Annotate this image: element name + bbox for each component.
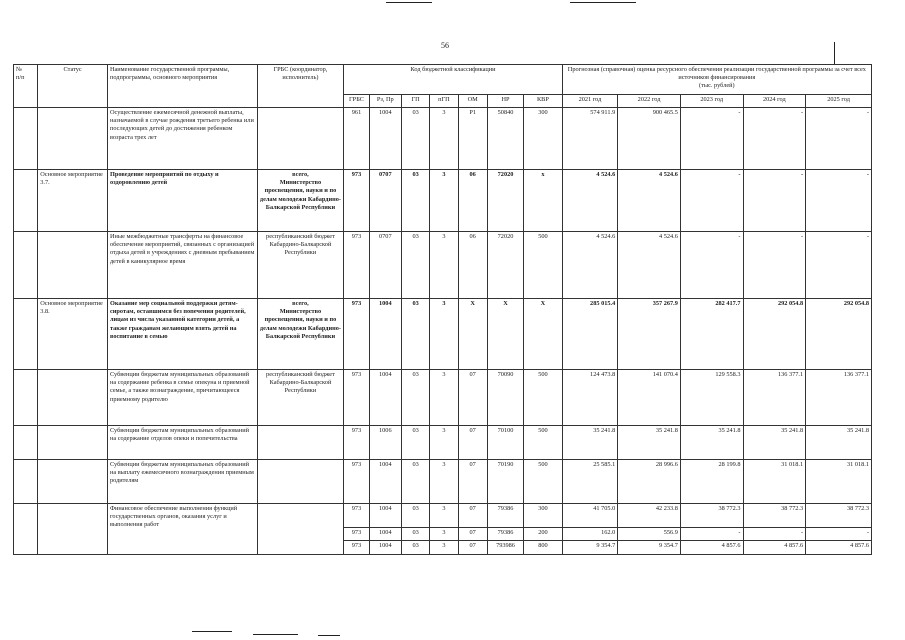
header-year-col: 2022 год [618, 95, 681, 108]
scan-mark [318, 635, 340, 636]
code-cell: 07 [458, 370, 487, 426]
amount-cell: 35 241.8 [743, 426, 806, 460]
code-cell: X [487, 299, 523, 370]
row-num [14, 504, 38, 555]
row-grbs: всего, Министерство просвещения, науки и по делам молодежи Кабардино-Балкарской Республики [257, 299, 344, 370]
amount-cell: 38 772.3 [806, 504, 872, 528]
code-cell: 03 [401, 299, 429, 370]
amount-cell: - [680, 108, 743, 170]
row-grbs [257, 504, 344, 555]
code-cell: 3 [430, 426, 458, 460]
amount-cell: 556.9 [618, 528, 681, 541]
code-cell: 500 [524, 426, 562, 460]
code-cell: 79386 [487, 504, 523, 528]
row-name: Субвенции бюджетам муниципальных образований на содержание ребенка в семье опекуна и приемной семье, а также вознаграждение, причитающееся приемному родителю [107, 370, 257, 426]
row-status [38, 108, 108, 170]
code-cell: х [524, 170, 562, 232]
code-cell: 03 [401, 541, 429, 555]
amount-cell: - [806, 232, 872, 299]
row-name: Субвенции бюджетам муниципальных образований на содержание отделов опеки и попечительства [107, 426, 257, 460]
code-cell: 06 [458, 232, 487, 299]
amount-cell: 38 772.3 [743, 504, 806, 528]
code-cell: X [524, 299, 562, 370]
amount-cell: - [806, 528, 872, 541]
code-cell: 300 [524, 108, 562, 170]
header-year-col: 2024 год [743, 95, 806, 108]
amount-cell: 292 054.8 [743, 299, 806, 370]
row-status: Основное мероприятие 3.7. [38, 170, 108, 232]
code-cell: 07 [458, 460, 487, 504]
amount-cell: 292 054.8 [806, 299, 872, 370]
code-cell: 03 [401, 232, 429, 299]
scan-mark [570, 2, 636, 3]
amount-cell: - [806, 108, 872, 170]
code-cell: 50840 [487, 108, 523, 170]
code-cell: 500 [524, 370, 562, 426]
amount-cell: 35 241.8 [806, 426, 872, 460]
row-status [38, 232, 108, 299]
row-name: Оказание мер социальной поддержки детям- сиротам, оставшимся без попечения родителей, лицам из числа указанной категории детей, а также гражданам желающим взять детей на воспитание в семью [107, 299, 257, 370]
code-cell: 1004 [369, 299, 401, 370]
row-num [14, 170, 38, 232]
row-num [14, 370, 38, 426]
code-cell: 1006 [369, 426, 401, 460]
header-code-col: ОМ [458, 95, 487, 108]
code-cell: 973 [344, 170, 369, 232]
amount-cell: 124 473.8 [562, 370, 618, 426]
amount-cell: - [680, 232, 743, 299]
code-cell: 70190 [487, 460, 523, 504]
row-grbs [257, 108, 344, 170]
amount-cell: 357 267.9 [618, 299, 681, 370]
row-status [38, 504, 108, 555]
table-row [14, 108, 872, 170]
amount-cell: 42 233.8 [618, 504, 681, 528]
code-cell: 3 [430, 370, 458, 426]
row-grbs: республиканский бюджет Кабардино-Балкарской Республики [257, 232, 344, 299]
code-cell: 1004 [369, 460, 401, 504]
amount-cell: 136 377.1 [806, 370, 872, 426]
amount-cell: 4 524.6 [618, 170, 681, 232]
row-num [14, 232, 38, 299]
code-cell: 1004 [369, 541, 401, 555]
row-status [38, 426, 108, 460]
amount-cell: 41 705.0 [562, 504, 618, 528]
amount-cell: 282 417.7 [680, 299, 743, 370]
row-num [14, 460, 38, 504]
code-cell: 300 [524, 504, 562, 528]
amount-cell: 9 354.7 [562, 541, 618, 555]
header-num: № п/п [14, 65, 38, 108]
amount-cell: 35 241.8 [562, 426, 618, 460]
amount-cell: 25 585.1 [562, 460, 618, 504]
code-cell: 3 [430, 460, 458, 504]
row-grbs [257, 426, 344, 460]
code-cell: 1004 [369, 108, 401, 170]
code-cell: 1004 [369, 528, 401, 541]
scan-mark [192, 631, 232, 632]
scan-mark [834, 42, 835, 64]
budget-table [13, 64, 872, 555]
header-grbs: ГРБС (координатор, исполнитель) [257, 65, 344, 108]
code-cell: 3 [430, 170, 458, 232]
code-cell: 07 [458, 504, 487, 528]
header-code-col: НР [487, 95, 523, 108]
row-status: Основное мероприятие 3.8. [38, 299, 108, 370]
amount-cell: 4 524.6 [562, 232, 618, 299]
row-num [14, 299, 38, 370]
header-year-col: 2025 год [806, 95, 872, 108]
amount-cell: - [743, 170, 806, 232]
amount-cell: - [743, 108, 806, 170]
code-cell: 1004 [369, 370, 401, 426]
row-grbs [257, 460, 344, 504]
code-cell: 72020 [487, 170, 523, 232]
amount-cell: 141 070.4 [618, 370, 681, 426]
row-status [38, 370, 108, 426]
row-name: Субвенции бюджетам муниципальных образований на выплату ежемесячного вознаграждения приемным родителям [107, 460, 257, 504]
row-status [38, 460, 108, 504]
amount-cell: 4 857.6 [680, 541, 743, 555]
code-cell: 973 [344, 370, 369, 426]
amount-cell: 574 911.9 [562, 108, 618, 170]
amount-cell: 38 772.3 [680, 504, 743, 528]
amount-cell: 162.0 [562, 528, 618, 541]
code-cell: 973 [344, 299, 369, 370]
amount-cell: - [743, 232, 806, 299]
header-year-col: 2021 год [562, 95, 618, 108]
amount-cell: 28 996.6 [618, 460, 681, 504]
amount-cell: 31 018.1 [806, 460, 872, 504]
code-cell: 0707 [369, 170, 401, 232]
header-code-group: Код бюджетной классификации [344, 65, 562, 95]
header-name: Наименование государственной программы, подпрограммы, основного мероприятия [107, 65, 257, 108]
header-code-col: Рз, Пр [369, 95, 401, 108]
row-name: Финансовое обеспечение выполнения функций государственных органов, оказания услуг и выполнения работ [107, 504, 257, 555]
code-cell: 07 [458, 528, 487, 541]
code-cell: 973 [344, 528, 369, 541]
code-cell: 07 [458, 426, 487, 460]
code-cell: 07 [458, 541, 487, 555]
header-year-col: 2023 год [680, 95, 743, 108]
code-cell: 1004 [369, 504, 401, 528]
header-code-col: пГП [430, 95, 458, 108]
amount-cell: 4 857.6 [743, 541, 806, 555]
row-num [14, 108, 38, 170]
code-cell: 961 [344, 108, 369, 170]
scan-mark [386, 2, 432, 3]
code-cell: 3 [430, 504, 458, 528]
code-cell: 79386 [487, 528, 523, 541]
code-cell: 03 [401, 504, 429, 528]
row-name: Иные межбюджетные трансферты на финансовое обеспечение мероприятий, связанных с организацией отдыха детей в учреждениях с дневным пребыванием детей в каникулярное время [107, 232, 257, 299]
amount-cell: - [806, 170, 872, 232]
amount-cell: 4 857.6 [806, 541, 872, 555]
code-cell: 793986 [487, 541, 523, 555]
amount-cell: - [743, 528, 806, 541]
code-cell: 3 [430, 528, 458, 541]
code-cell: 03 [401, 108, 429, 170]
code-cell: 500 [524, 460, 562, 504]
table-row [14, 232, 872, 299]
code-cell: 973 [344, 232, 369, 299]
amount-cell: - [680, 170, 743, 232]
amount-cell: 35 241.8 [680, 426, 743, 460]
code-cell: 03 [401, 170, 429, 232]
amount-cell: - [680, 528, 743, 541]
header-code-col: КВР [524, 95, 562, 108]
code-cell: 800 [524, 541, 562, 555]
table-row [14, 170, 872, 232]
code-cell: 03 [401, 370, 429, 426]
amount-cell: 900 465.5 [618, 108, 681, 170]
amount-cell: 35 241.8 [618, 426, 681, 460]
code-cell: 3 [430, 299, 458, 370]
row-grbs: всего, Министерство просвещения, науки и по делам молодежи Кабардино-Балкарской Республики [257, 170, 344, 232]
amount-cell: 285 015.4 [562, 299, 618, 370]
table-row [14, 299, 872, 370]
row-grbs: республиканский бюджет Кабардино-Балкарской Республики [257, 370, 344, 426]
code-cell: X [458, 299, 487, 370]
row-num [14, 426, 38, 460]
row-name: Осуществление ежемесячной денежной выплаты, назначаемой в случае рождения третьего ребенка или последующих детей до достижения ребенком возраста трех лет [107, 108, 257, 170]
table-row [14, 504, 872, 528]
header-status: Статус [38, 65, 108, 108]
code-cell: 0707 [369, 232, 401, 299]
amount-cell: 4 524.6 [562, 170, 618, 232]
code-cell: 3 [430, 108, 458, 170]
code-cell: 3 [430, 232, 458, 299]
code-cell: 973 [344, 460, 369, 504]
code-cell: Р1 [458, 108, 487, 170]
header-forecast-group: Прогнозная (справочная) оценка ресурсного обеспечения реализации государственной программы за счет всех источников финансирования (тыс. рублей) [562, 65, 871, 95]
amount-cell: 31 018.1 [743, 460, 806, 504]
code-cell: 03 [401, 460, 429, 504]
row-name: Проведение мероприятий по отдыху и оздоровлению детей [107, 170, 257, 232]
amount-cell: 28 199.8 [680, 460, 743, 504]
table-row [14, 370, 872, 426]
scan-mark [253, 634, 298, 635]
code-cell: 70090 [487, 370, 523, 426]
amount-cell: 4 524.6 [618, 232, 681, 299]
code-cell: 973 [344, 426, 369, 460]
code-cell: 03 [401, 528, 429, 541]
page-number: 56 [441, 41, 449, 50]
code-cell: 06 [458, 170, 487, 232]
header-code-col: ГП [401, 95, 429, 108]
code-cell: 03 [401, 426, 429, 460]
amount-cell: 9 354.7 [618, 541, 681, 555]
code-cell: 72020 [487, 232, 523, 299]
code-cell: 3 [430, 541, 458, 555]
header-code-col: ГРБС [344, 95, 369, 108]
code-cell: 973 [344, 541, 369, 555]
table-row [14, 460, 872, 504]
amount-cell: 129 558.3 [680, 370, 743, 426]
amount-cell: 136 377.1 [743, 370, 806, 426]
table-row [14, 426, 872, 460]
code-cell: 973 [344, 504, 369, 528]
code-cell: 200 [524, 528, 562, 541]
code-cell: 500 [524, 232, 562, 299]
code-cell: 70100 [487, 426, 523, 460]
